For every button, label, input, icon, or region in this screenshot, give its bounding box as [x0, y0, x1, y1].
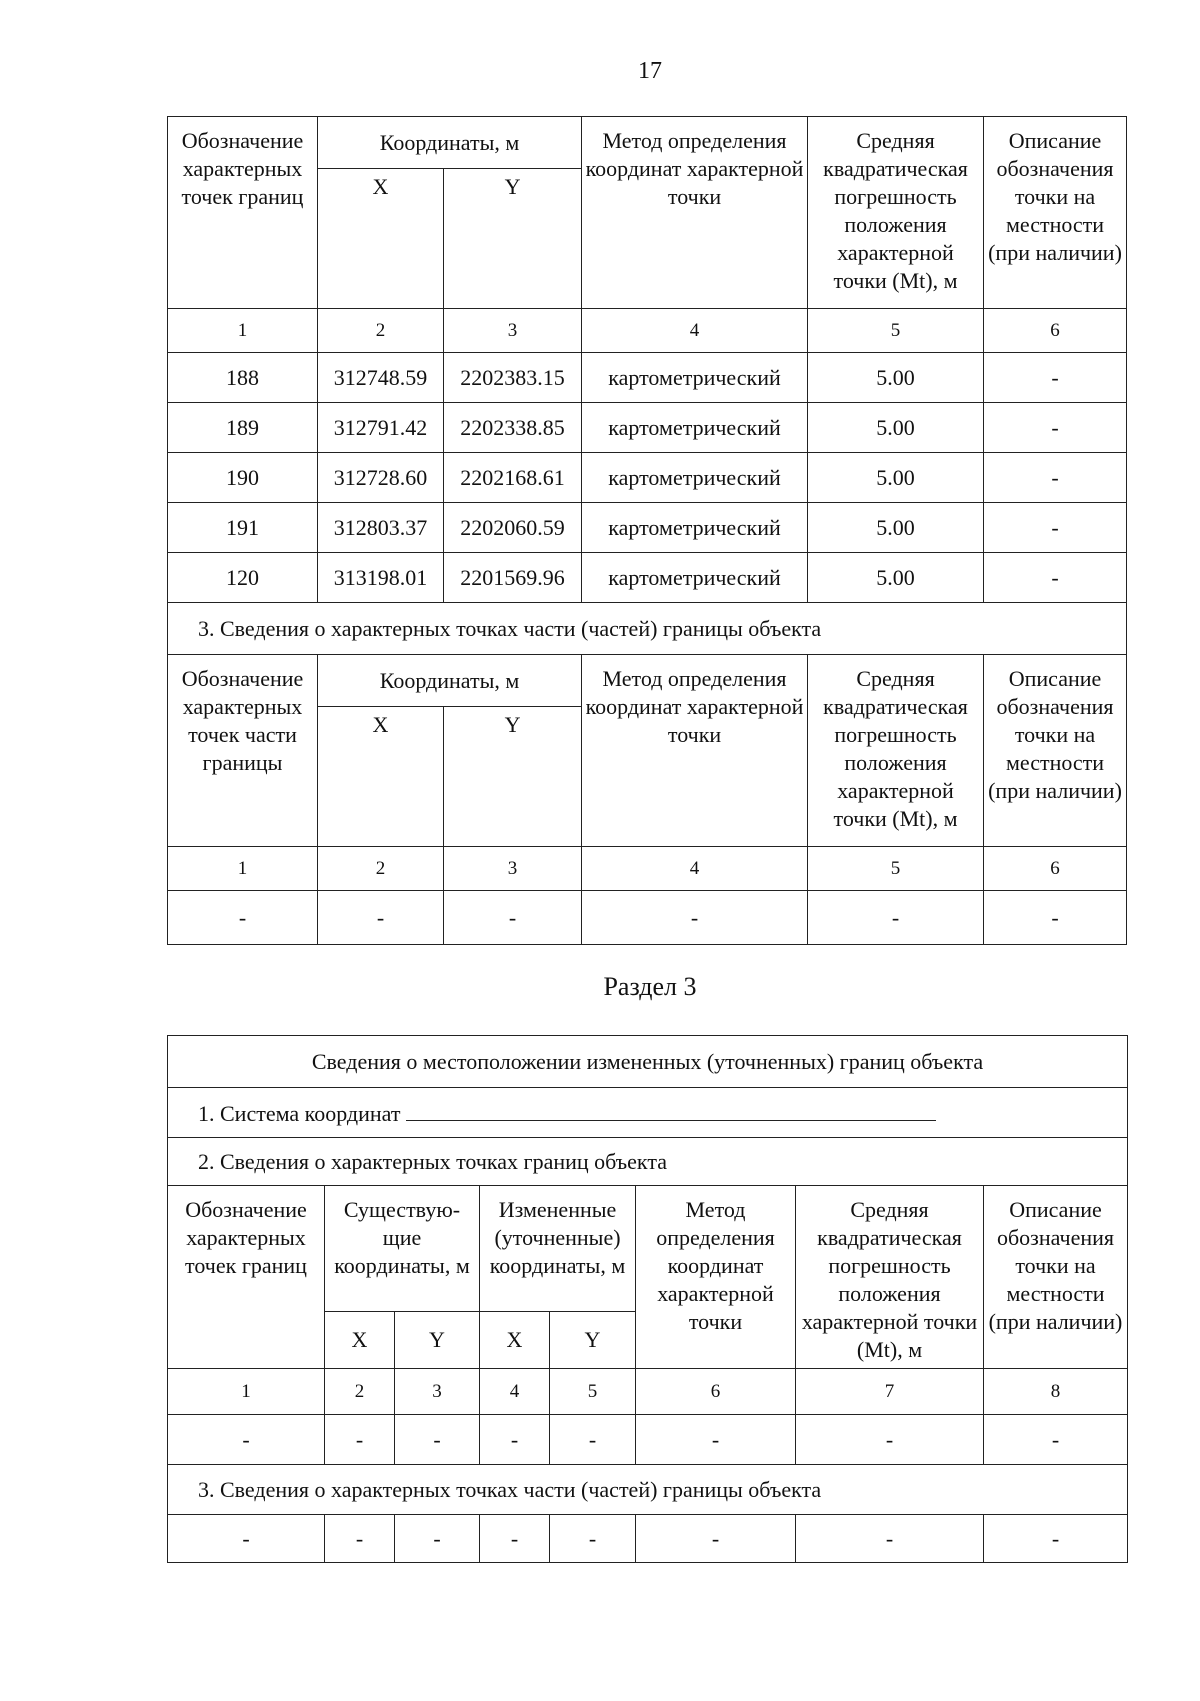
point-id: 188 [168, 353, 318, 403]
coord-system-row [168, 1088, 1128, 1138]
col-number: 4 [480, 1369, 550, 1415]
header-designation: Обозначение характерных точек границ [168, 117, 318, 309]
cell-dash: - [395, 1515, 480, 1563]
header-method: Метод определения координат характерной точки [582, 117, 808, 309]
table-row [168, 1415, 1128, 1465]
header-description: Описание обозначения точки на местности (при наличии) [984, 117, 1127, 309]
col-number: 6 [984, 847, 1127, 891]
description: - [984, 503, 1127, 553]
section-title: Раздел 3 [603, 972, 697, 1001]
method: картометрический [582, 353, 808, 403]
coord-x: 312748.59 [318, 353, 444, 403]
col-number: 6 [984, 309, 1127, 353]
coord-y: 2202060.59 [444, 503, 582, 553]
cell-dash: - [325, 1415, 395, 1465]
description: - [984, 553, 1127, 603]
cell-dash: - [984, 1515, 1128, 1563]
col-number: 3 [444, 309, 582, 353]
table-row [168, 403, 1127, 453]
point-id: 189 [168, 403, 318, 453]
table-row [168, 553, 1127, 603]
col-number: 5 [550, 1369, 636, 1415]
sub-header-description: Описание обозначения точки на местности (при наличии) [984, 655, 1127, 847]
table-title: Сведения о местоположении измененных (уточненных) границ объекта [168, 1036, 1128, 1088]
header-method: Метод определения координат характерной точки [636, 1186, 796, 1369]
cell-dash: - [796, 1415, 984, 1465]
col-number: 1 [168, 309, 318, 353]
mt: 5.00 [808, 453, 984, 503]
table-row [168, 891, 1127, 945]
header-x1: X [325, 1312, 395, 1369]
col-number: 4 [582, 847, 808, 891]
sub-header-error: Средняя квадратическая погрешность положения характерной точки (Mt), м [808, 655, 984, 847]
cell-dash: - [796, 1515, 984, 1563]
sub-header-x: X [318, 707, 444, 847]
header-y: Y [444, 169, 582, 309]
sub-header-coordinates: Координаты, м [318, 655, 582, 707]
coord-y: 2202383.15 [444, 353, 582, 403]
sub-header-designation: Обозначение характерных точек части границы [168, 655, 318, 847]
subsection-title: 3. Сведения о характерных точках части (частей) границы объекта [168, 603, 1127, 655]
col-number: 2 [318, 309, 444, 353]
col-number: 1 [168, 1369, 325, 1415]
cell-dash: - [168, 1515, 325, 1563]
col-number: 1 [168, 847, 318, 891]
cell-dash: - [480, 1415, 550, 1465]
coord-x: 312791.42 [318, 403, 444, 453]
col-number: 3 [444, 847, 582, 891]
col-number: 5 [808, 847, 984, 891]
cell-dash: - [395, 1415, 480, 1465]
col-number: 2 [318, 847, 444, 891]
mt: 5.00 [808, 403, 984, 453]
header-x: X [318, 169, 444, 309]
cell-dash: - [318, 891, 444, 945]
point-id: 120 [168, 553, 318, 603]
coord-y: 2202168.61 [444, 453, 582, 503]
changed-boundaries-table [167, 1035, 1128, 1563]
cell-dash: - [636, 1415, 796, 1465]
sub-header-method: Метод определения координат характерной точки [582, 655, 808, 847]
sub-header-y: Y [444, 707, 582, 847]
description: - [984, 353, 1127, 403]
col-number: 3 [395, 1369, 480, 1415]
table-row [168, 353, 1127, 403]
col-number: 5 [808, 309, 984, 353]
table-row [168, 453, 1127, 503]
cell-dash: - [168, 1415, 325, 1465]
header-designation: Обозначение характерных точек границ [168, 1186, 325, 1369]
coord-y: 2201569.96 [444, 553, 582, 603]
description: - [984, 403, 1127, 453]
col-number: 2 [325, 1369, 395, 1415]
cell-dash: - [984, 891, 1127, 945]
cell-dash: - [636, 1515, 796, 1563]
point-id: 190 [168, 453, 318, 503]
cell-dash: - [550, 1415, 636, 1465]
header-y2: Y [550, 1312, 636, 1369]
header-x2: X [480, 1312, 550, 1369]
cell-dash: - [808, 891, 984, 945]
method: картометрический [582, 403, 808, 453]
mt: 5.00 [808, 503, 984, 553]
col-number: 8 [984, 1369, 1128, 1415]
coord-system-label: 1. Система координат [198, 1100, 401, 1126]
cell-dash: - [984, 1415, 1128, 1465]
col-number: 6 [636, 1369, 796, 1415]
header-error: Средняя квадратическая погрешность положения характерной точки (Mt), м [796, 1186, 984, 1369]
header-y1: Y [395, 1312, 480, 1369]
col-number: 4 [582, 309, 808, 353]
points-title: 2. Сведения о характерных точках границ объекта [168, 1138, 1128, 1186]
coord-system-blank [406, 1098, 936, 1121]
page-number: 17 [638, 58, 662, 84]
header-existing: Существую- щие координаты, м [325, 1186, 480, 1312]
boundary-points-table [167, 116, 1127, 945]
coord-y: 2202338.85 [444, 403, 582, 453]
method: картометрический [582, 503, 808, 553]
cell-dash: - [582, 891, 808, 945]
cell-dash: - [550, 1515, 636, 1563]
mt: 5.00 [808, 353, 984, 403]
header-description: Описание обозначения точки на местности (при наличии) [984, 1186, 1128, 1369]
description: - [984, 453, 1127, 503]
cell-dash: - [168, 891, 318, 945]
col-number: 7 [796, 1369, 984, 1415]
parts-title: 3. Сведения о характерных точках части (частей) границы объекта [168, 1465, 1128, 1515]
mt: 5.00 [808, 553, 984, 603]
header-coordinates: Координаты, м [318, 117, 582, 169]
table-row [168, 1515, 1128, 1563]
header-changed: Измененные (уточненные) координаты, м [480, 1186, 636, 1312]
point-id: 191 [168, 503, 318, 553]
cell-dash: - [325, 1515, 395, 1563]
coord-x: 312728.60 [318, 453, 444, 503]
cell-dash: - [480, 1515, 550, 1563]
coord-x: 313198.01 [318, 553, 444, 603]
method: картометрический [582, 453, 808, 503]
table-row [168, 503, 1127, 553]
method: картометрический [582, 553, 808, 603]
coord-x: 312803.37 [318, 503, 444, 553]
cell-dash: - [444, 891, 582, 945]
header-error: Средняя квадратическая погрешность положения характерной точки (Mt), м [808, 117, 984, 309]
